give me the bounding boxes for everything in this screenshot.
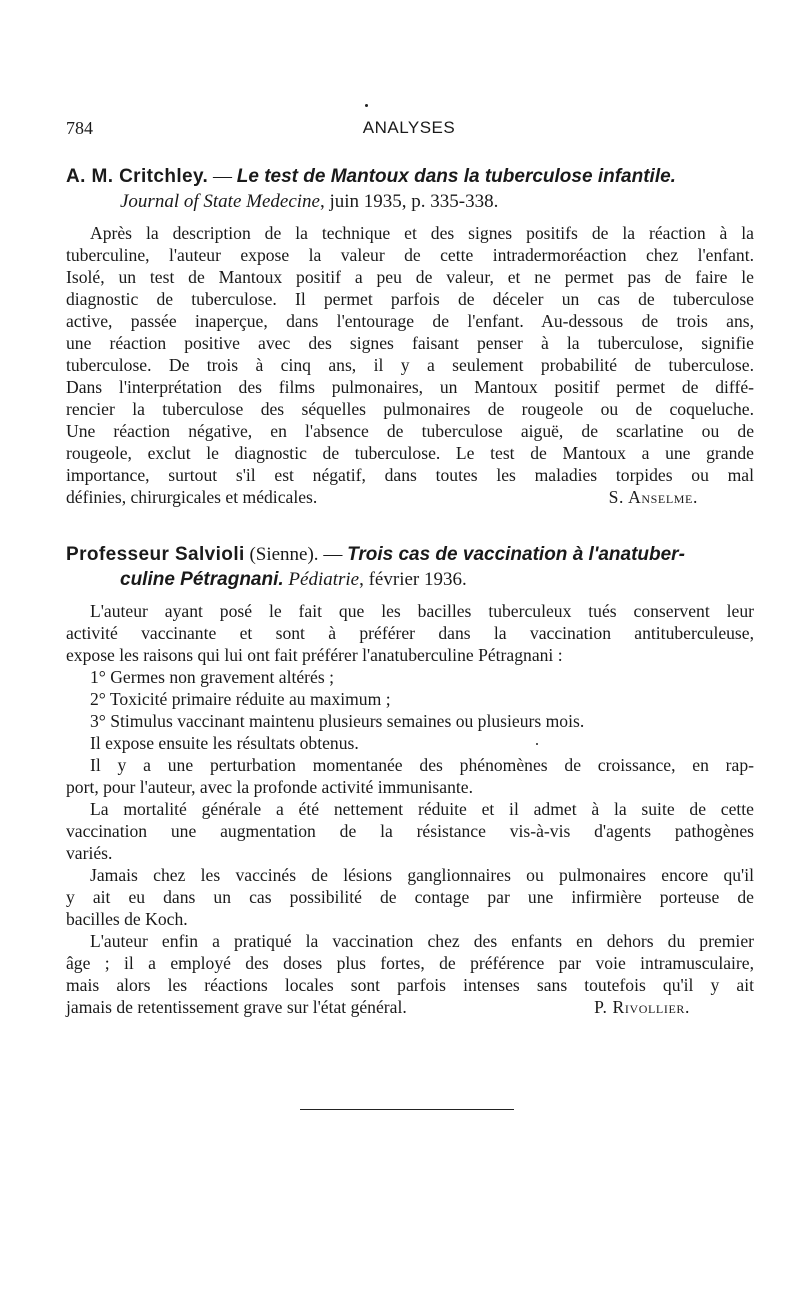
citation-line xyxy=(66,567,754,592)
page-number: 784 xyxy=(66,118,93,138)
article-body xyxy=(66,600,754,1018)
article-title: Le test de Mantoux dans la tuberculose infantile. xyxy=(236,166,676,187)
running-title: ANALYSES xyxy=(362,118,456,137)
heading-dash: — xyxy=(208,166,237,187)
heading-dash: — xyxy=(318,544,348,565)
body-line: activité vaccinante et sont à préférer dans la vaccination antituberculeuse, xyxy=(66,623,754,643)
list-item: 1° Germes non gravement altérés ; xyxy=(90,667,334,687)
print-speck xyxy=(365,104,368,107)
signature-line xyxy=(66,486,754,508)
journal-name: Journal of State Medecine xyxy=(120,191,320,212)
article-heading xyxy=(66,164,754,214)
journal-name: Pédiatrie xyxy=(288,569,360,590)
body-line: tuberculine, l'auteur expose la valeur de cette intradermoréaction chez l'enfant. xyxy=(66,245,754,265)
body-line: Il y a une perturbation momentanée des phénomènes de croissance, en rap- xyxy=(90,755,754,775)
body-line: La mortalité générale a été nettement réduite et il admet à la suite de cette xyxy=(90,799,754,819)
body-line: importance, surtout s'il est négatif, dans toutes les maladies torpides ou mal xyxy=(66,465,754,485)
body-line: L'auteur enfin a pratiqué la vaccination chez des enfants en dehors du premier xyxy=(90,931,754,951)
end-rule xyxy=(300,1109,514,1110)
article-title-continued: culine Pétragnani. xyxy=(120,569,284,590)
body-line: mais alors les réactions locales sont parfois intenses sans toutefois qu'il y ait xyxy=(66,975,754,995)
body-line: y ait eu dans un cas possibilité de contage par une infirmière porteuse de xyxy=(66,887,754,907)
body-line: Jamais chez les vaccinés de lésions ganglionnaires ou pulmonaires encore qu'il xyxy=(90,865,754,885)
body-line: vaccination une augmentation de la résistance vis-à-vis d'agents pathogènes xyxy=(66,821,754,841)
article-salvioli xyxy=(66,542,754,1018)
reviewer-signature: P. Rivollier. xyxy=(594,997,690,1017)
body-line: rencier la tuberculose des séquelles pulmonaires de rougeole ou de coqueluche. xyxy=(66,399,754,419)
list-item: 2° Toxicité primaire réduite au maximum ; xyxy=(90,689,391,709)
body-line: Isolé, un test de Mantoux positif a peu de valeur, et ne permet pas de faire le xyxy=(66,267,754,287)
article-author: A. M. Critchley. xyxy=(66,166,209,187)
citation-line xyxy=(66,189,754,214)
body-line: définies, chirurgicales et médicales. xyxy=(66,487,318,507)
body-line: port, pour l'auteur, avec la profonde activité immunisante. xyxy=(66,777,473,797)
body-line: variés. xyxy=(66,843,113,863)
body-line: une réaction positive avec des signes faisant penser à la tuberculose, signifie xyxy=(66,333,754,353)
heading-line xyxy=(66,164,754,189)
body-line: Dans l'interprétation des films pulmonaires, un Mantoux positif permet de diffé- xyxy=(66,377,754,397)
body-line: tuberculose. De trois à cinq ans, il y a seulement probabilité de tuberculose. xyxy=(66,355,754,375)
citation-details: , février 1936. xyxy=(359,569,467,590)
body-line: active, passée inaperçue, dans l'entourage de l'enfant. Au-dessous de trois ans, xyxy=(66,311,754,331)
body-line: bacilles de Koch. xyxy=(66,909,188,929)
body-line: âge ; il a employé des doses plus fortes, de préférence par voie intramusculaire, xyxy=(66,953,754,973)
heading-line xyxy=(66,542,754,567)
body-line: Il expose ensuite les résultats obtenus. xyxy=(90,733,359,753)
author-affiliation: (Sienne). xyxy=(244,544,319,565)
body-line: rougeole, exclut le diagnostic de tuberculose. Le test de Mantoux a une grande xyxy=(66,443,754,463)
signature-line xyxy=(66,996,754,1018)
page-header xyxy=(66,118,752,142)
body-line: jamais de retentissement grave sur l'état général. xyxy=(66,997,407,1017)
article-author: Professeur Salvioli xyxy=(66,544,245,565)
list-item: 3° Stimulus vaccinant maintenu plusieurs semaines ou plusieurs mois. xyxy=(90,711,585,731)
body-line: diagnostic de tuberculose. Il permet parfois de déceler un cas de tuberculose xyxy=(66,289,754,309)
body-line: Une réaction négative, en l'absence de tuberculose aiguë, de scarlatine ou de xyxy=(66,421,754,441)
article-title: Trois cas de vaccination à l'anatuber- xyxy=(347,544,685,565)
reviewer-signature: S. Anselme. xyxy=(608,487,698,507)
body-line: expose les raisons qui lui ont fait préférer l'anatuberculine Pétragnani : xyxy=(66,645,563,665)
citation-details: , juin 1935, p. 335-338. xyxy=(319,191,499,212)
body-line: L'auteur ayant posé le fait que les bacilles tuberculeux tués conservent leur xyxy=(90,601,754,621)
body-line: Après la description de la technique et des signes positifs de la réaction à la xyxy=(90,223,754,243)
article-heading xyxy=(66,542,754,592)
article-body xyxy=(66,222,754,508)
article-critchley xyxy=(66,164,754,508)
